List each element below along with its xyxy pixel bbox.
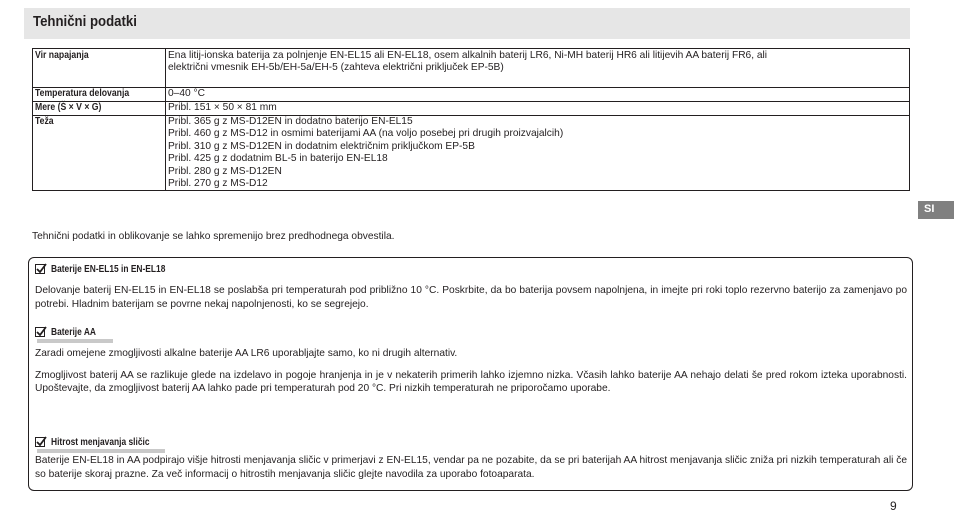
- spec-row-dimensions: [33, 102, 910, 116]
- spec-value-line: Ena litij-ionska baterija za polnjenje EN-EL15 ali EN-EL18, osem alkalnih baterij LR6, Ni-MH baterij HR6 ali litijevih AA baterij FR6, ali: [168, 50, 768, 61]
- spec-table: [32, 48, 910, 191]
- spec-value: 0–40 °C: [166, 88, 910, 102]
- spec-note: Tehnični podatki in oblikovanje se lahko spremenijo brez predhodnega obvestila.: [32, 231, 395, 242]
- spec-key: Teža: [33, 116, 166, 191]
- section-title-underline: [37, 339, 113, 343]
- spec-row-temperature: [33, 88, 910, 102]
- section-header: [35, 263, 907, 275]
- section-paragraph: Baterije EN-EL18 in AA podpirajo višje hitrosti menjavanja sličic v primerjavi z EN-EL15, vendar pa ne pozabite, da se pri baterijah AA hitrost menjavanja sličic zniža pri nizkih temperaturah ali če so baterije skoraj prazne. Za več informacij o hitrostih menjavanja sličic glejte navodila za uporabo fotoaparata.: [35, 455, 907, 480]
- spec-key: Vir napajanja: [33, 49, 166, 88]
- spec-row-weight: [33, 116, 910, 191]
- spec-value-line: Pribl. 280 g z MS-D12EN: [168, 165, 282, 177]
- spec-key: Mere (Š × V × G): [33, 102, 166, 116]
- spec-row-power: [33, 49, 910, 88]
- spec-value-line: Pribl. 270 g z MS-D12: [168, 178, 268, 190]
- checkmark-icon: [35, 327, 45, 337]
- page-number: 9: [890, 499, 897, 513]
- section-header: [35, 436, 907, 448]
- section-title: Baterije AA: [51, 326, 96, 338]
- section-title: Baterije EN-EL15 in EN-EL18: [51, 263, 166, 275]
- spec-value: Pribl. 151 × 50 × 81 mm: [166, 102, 910, 116]
- section-battery-en-el: [35, 263, 907, 311]
- notes-box: [28, 257, 913, 491]
- section-paragraph: Zaradi omejene zmogljivosti alkalne baterije AA LR6 uporabljajte samo, ko ni drugih alternativ.: [35, 348, 458, 359]
- page-title: Tehnični podatki: [33, 13, 137, 30]
- spec-value: [166, 116, 910, 191]
- language-tab: SI: [918, 201, 954, 219]
- section-paragraph: Zmogljivost baterij AA se razlikuje glede na izdelavo in pogoje hranjenja in je v nekaterih primerih lahko izjemno nizka. Včasih lahko baterije AA nehajo delati še pred rokom izteka uporabnosti. Upoštevajte, da zmogljivost baterij AA lahko pade pri temperaturah pod 20 °C. Pri nizkih temperaturah ne priporočamo uporabe.: [35, 369, 907, 395]
- title-bar: [24, 8, 910, 39]
- checkmark-icon: [35, 437, 45, 447]
- spec-key: Temperatura delovanja: [33, 88, 166, 102]
- section-battery-aa: [35, 326, 907, 396]
- spec-value-line: Pribl. 365 g z MS-D12EN in dodatno baterijo EN-EL15: [168, 116, 413, 127]
- section-frame-rate: [35, 436, 907, 481]
- spec-value-line: Pribl. 460 g z MS-D12 in osmimi baterijami AA (na voljo posebej pri drugih proizvajalcih): [168, 128, 564, 140]
- spec-value-line: Pribl. 310 g z MS-D12EN in dodatnim električnim priključkom EP-5B: [168, 140, 475, 152]
- checkmark-icon: [35, 264, 45, 274]
- spec-value-line: Pribl. 425 g z dodatnim BL-5 in baterijo EN-EL18: [168, 153, 388, 165]
- spec-value-line: električni vmesnik EH-5b/EH-5a/EH-5 (zahteva električni priključek EP-5B): [168, 62, 504, 74]
- section-title: Hitrost menjavanja sličic: [51, 436, 150, 448]
- section-header: [35, 326, 907, 338]
- spec-value: [166, 49, 910, 88]
- section-title-underline: [37, 449, 165, 453]
- section-paragraph: Delovanje baterij EN-EL15 in EN-EL18 se poslabša pri temperaturah pod približno 10 °C. Poskrbite, da bo baterija povsem napolnjena, in imejte pri roki toplo rezervno baterijo za zamenjavo po potrebi. Hladnim baterijam se povrne nekaj napolnjenosti, ko se segrejejo.: [35, 285, 907, 310]
